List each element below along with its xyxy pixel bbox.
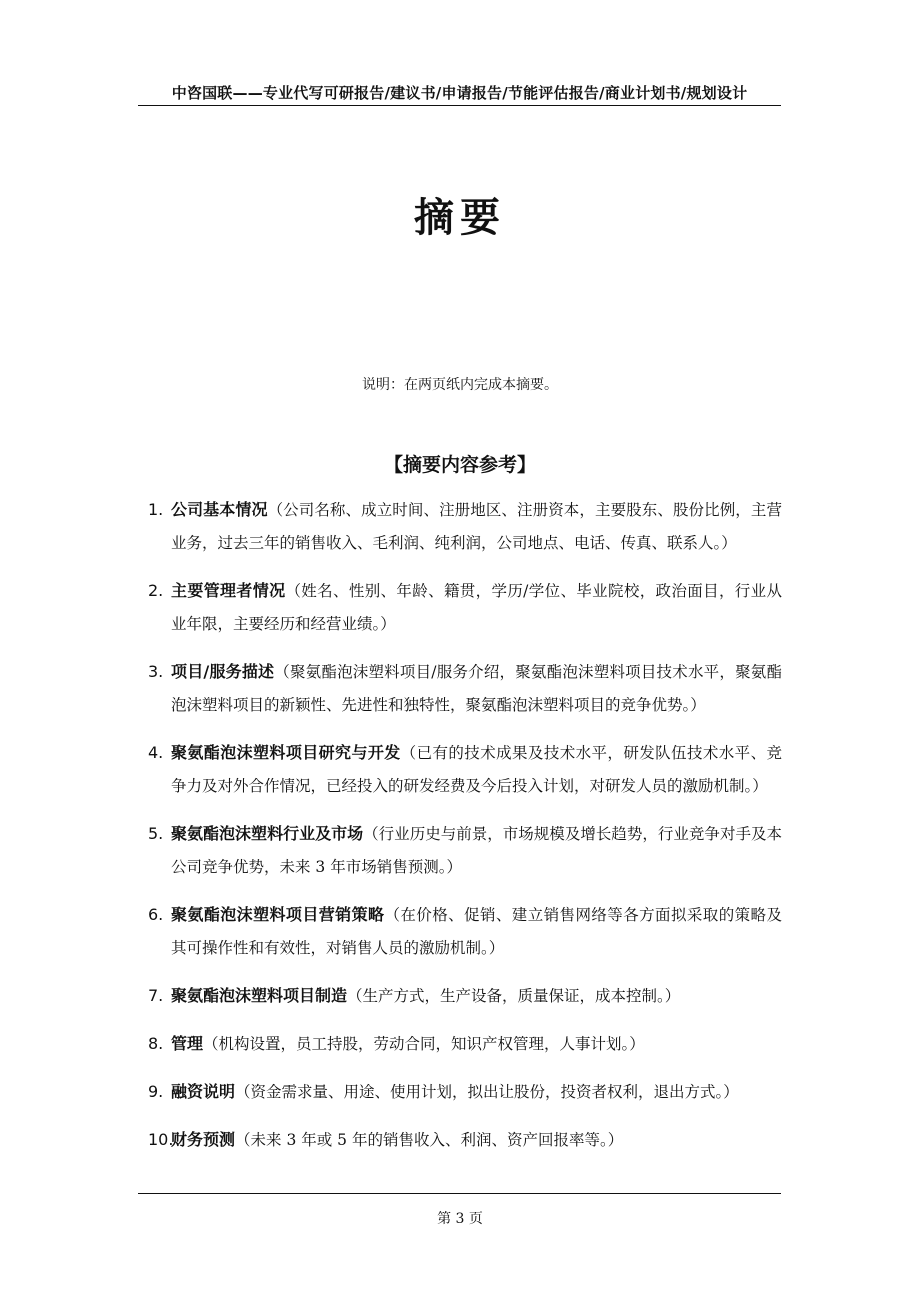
item-number: 2. <box>148 581 164 600</box>
list-item <box>148 574 782 641</box>
item-heading: 管理 <box>171 1034 204 1053</box>
item-number: 6. <box>148 905 164 924</box>
item-text <box>171 736 782 803</box>
item-number: 9. <box>148 1082 164 1101</box>
item-description: （机构设置，员工持股，劳动合同，知识产权管理，人事计划。） <box>203 1035 645 1053</box>
item-number: 7. <box>148 986 164 1005</box>
item-number: 1. <box>148 500 164 519</box>
list-item <box>148 898 782 965</box>
reference-list <box>148 493 782 1171</box>
footer-divider <box>138 1193 781 1194</box>
item-description: （聚氨酯泡沫塑料项目/服务介绍，聚氨酯泡沫塑料项目技术水平，聚氨酯泡沫塑料项目的新颖性、先进性和独特性，聚氨酯泡沫塑料项目的竞争优势。） <box>171 663 782 714</box>
item-text <box>171 1075 782 1109</box>
header-divider <box>138 105 781 106</box>
list-item <box>148 1075 782 1109</box>
instruction-note: 说明：在两页纸内完成本摘要。 <box>362 377 558 393</box>
item-heading: 聚氨酯泡沫塑料行业及市场 <box>171 824 364 843</box>
item-heading: 主要管理者情况 <box>171 581 286 600</box>
item-number: 8. <box>148 1034 164 1053</box>
item-heading: 聚氨酯泡沫塑料项目研究与开发 <box>171 743 401 762</box>
list-item <box>148 736 782 803</box>
item-heading: 项目/服务描述 <box>171 662 275 681</box>
item-text <box>171 1027 782 1061</box>
item-description: （在价格、促销、建立销售网络等各方面拟采取的策略及其可操作性和有效性，对销售人员的激励机制。） <box>171 906 782 957</box>
list-item <box>148 1123 782 1157</box>
item-description: （已有的技术成果及技术水平，研发队伍技术水平、竞争力及对外合作情况，已经投入的研发经费及今后投入计划，对研发人员的激励机制。） <box>171 744 782 795</box>
item-description: （姓名、性别、年龄、籍贯，学历/学位、毕业院校，政治面目，行业从业年限，主要经历和经营业绩。） <box>171 582 782 633</box>
list-item <box>148 979 782 1013</box>
page-number: 第 3 页 <box>437 1211 483 1227</box>
item-description: （未来 3 年或 5 年的销售收入、利润、资产回报率等。） <box>235 1131 624 1149</box>
item-heading: 聚氨酯泡沫塑料项目营销策略 <box>171 905 385 924</box>
item-text <box>171 979 782 1013</box>
item-heading: 聚氨酯泡沫塑料项目制造 <box>171 986 348 1005</box>
reference-title: 【摘要内容参考】 <box>383 454 536 476</box>
list-item <box>148 817 782 884</box>
list-item <box>148 655 782 722</box>
item-text <box>171 574 782 641</box>
item-text <box>171 493 782 560</box>
page-header: 中咨国联——专业代写可研报告/建议书/申请报告/节能评估报告/商业计划书/规划设计 <box>171 84 748 102</box>
list-item <box>148 1027 782 1061</box>
list-item <box>148 493 782 560</box>
item-description: （公司名称、成立时间、注册地区、注册资本，主要股东、股份比例，主营业务，过去三年的销售收入、毛利润、纯利润，公司地点、电话、传真、联系人。） <box>171 501 782 552</box>
item-text <box>171 655 782 722</box>
item-number: 10. <box>148 1130 174 1149</box>
item-description: （生产方式，生产设备，质量保证，成本控制。） <box>347 987 681 1005</box>
item-number: 3. <box>148 662 164 681</box>
item-heading: 公司基本情况 <box>171 500 268 519</box>
item-heading: 财务预测 <box>171 1130 236 1149</box>
page-title: 摘要 <box>414 194 506 241</box>
item-number: 5. <box>148 824 164 843</box>
item-description: （资金需求量、用途、使用计划，拟出让股份，投资者权利，退出方式。） <box>235 1083 739 1101</box>
item-text <box>171 898 782 965</box>
item-text <box>171 1123 782 1157</box>
item-number: 4. <box>148 743 164 762</box>
item-text <box>171 817 782 884</box>
item-heading: 融资说明 <box>171 1082 236 1101</box>
item-description: （行业历史与前景，市场规模及增长趋势，行业竞争对手及本公司竞争优势，未来 3 年市场销售预测。） <box>171 825 782 876</box>
